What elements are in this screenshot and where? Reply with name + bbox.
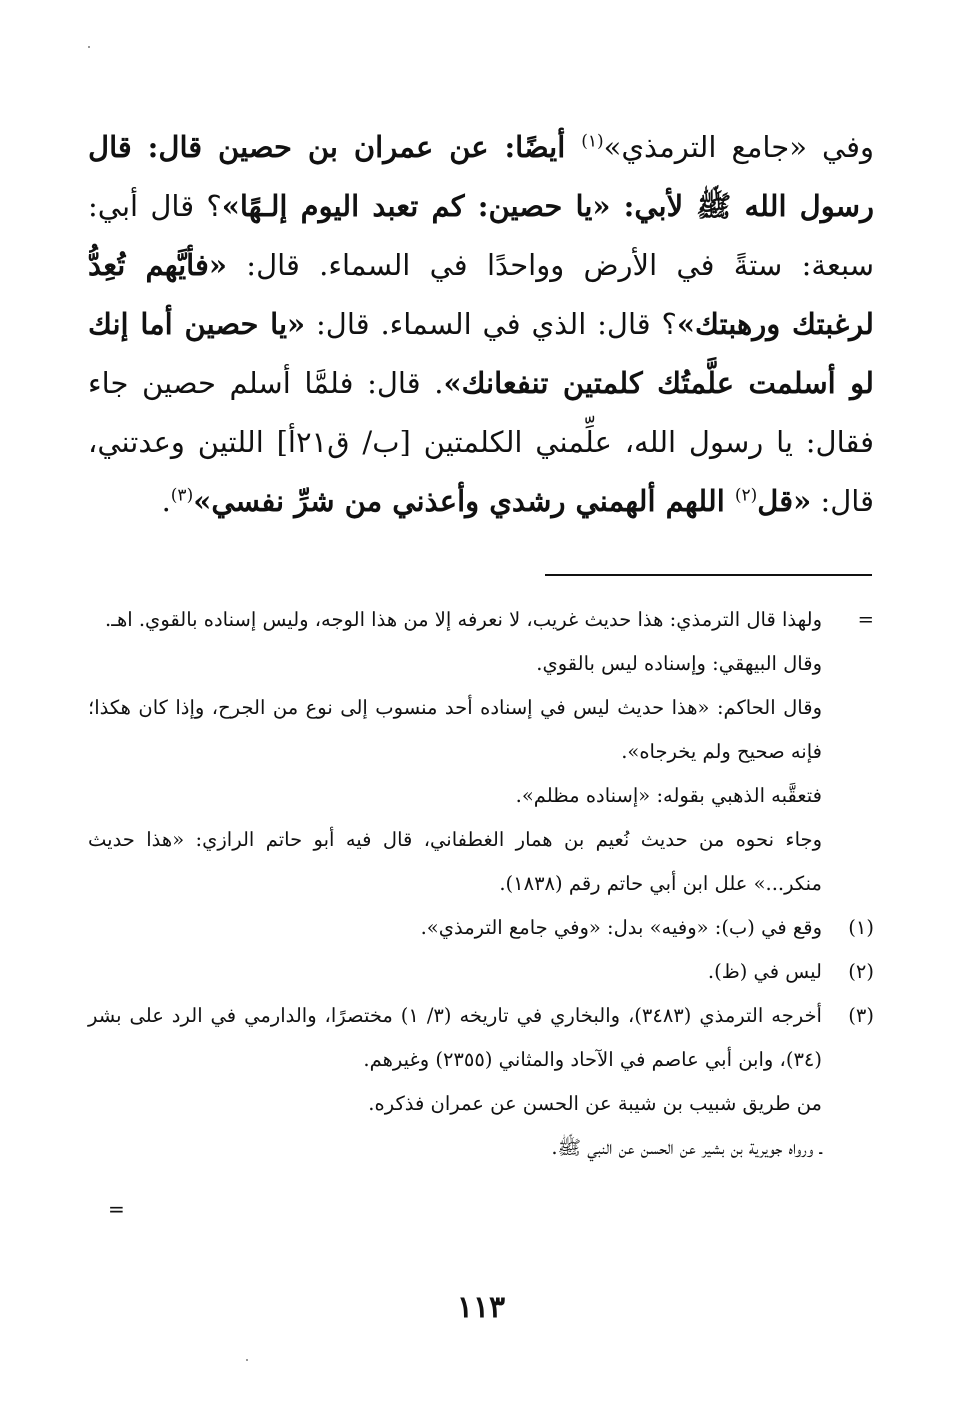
continuation-marker: = xyxy=(857,608,874,631)
footnote-marker: (٣) xyxy=(848,1004,874,1027)
text-run: أيضًا: عن عمران بن حصين قال: قال رسول الله ﷺ لأبي: xyxy=(88,130,874,223)
footnote-line-block xyxy=(88,686,874,774)
footnote-line: من طريق شبيب بن شيبة عن الحسن عن عمران فذكره. xyxy=(368,1092,822,1115)
footnote-line-block xyxy=(88,642,874,686)
hadith-quote: «قل xyxy=(757,484,812,518)
footnote-line: فتعقَّبه الذهبي بقوله: «إسناده مظلم». xyxy=(515,784,822,807)
scan-speck xyxy=(246,1359,248,1361)
footnote-marker: (٢) xyxy=(848,960,874,983)
scan-speck xyxy=(88,46,90,48)
text-run: . قال: فلمَّا أسلم حصين جاء فقال: يا رسول الله، علِّمني الكلمتين [ب/ ق٢١أ] اللتين وعدتني، قال: xyxy=(88,366,874,518)
footnote-3 xyxy=(88,994,874,1170)
footnote-line-block xyxy=(88,818,874,906)
footnote-ref-2[interactable]: (٢) xyxy=(734,485,758,506)
hadith-quote: اللهم ألهمني رشدي وأعذني من شرِّ نفسي» xyxy=(193,484,735,518)
text-run: . xyxy=(161,484,171,518)
footnote-line: ـ ورواه جويرية بن بشير عن الحسن عن النبي ﷺ. xyxy=(551,1136,822,1159)
footnote-line: وقال الحاكم: «هذا حديث ليس في إسناده أحد منسوب إلى نوع من الجرح، وإذا كان هكذا؛ فإنه صحيح ولم يخرجاه». xyxy=(88,696,822,763)
hadith-quote: «يا حصين: كم تعبد اليوم إلـهًا» xyxy=(221,189,611,223)
main-text xyxy=(88,118,874,531)
text-run: ؟ قال: الذي في السماء. قال: xyxy=(305,307,677,341)
page-number: ١١٣ xyxy=(456,1290,506,1325)
footnotes xyxy=(88,598,874,1170)
footnote-ref-3[interactable]: (٣) xyxy=(170,485,194,506)
hadith-quote: «يا حصين أما إنك لو أسلمت علَّمتُك كلمتين تنفعانك» xyxy=(88,307,874,400)
footnote-line: أخرجه الترمذي (٣٤٨٣)، والبخاري في تاريخه (٣/ ١) مختصرًا، والدارمي في الرد على بشر (٣٤)، وابن أبي عاصم في الآحاد والمثاني (٢٣٥٥) وغيرهم. xyxy=(88,1004,822,1071)
hadith-quote: «فأيَّهم تُعِدُّ لرغبتك ورهبتك» xyxy=(88,248,874,341)
footnote-1 xyxy=(88,906,874,950)
footnote-2 xyxy=(88,950,874,994)
footnote-line: ولهذا قال الترمذي: هذا حديث غريب، لا نعرفه إلا من هذا الوجه، وليس إسناده بالقوي. اهـ. xyxy=(105,608,822,631)
footnote-line-block xyxy=(88,774,874,818)
footnote-separator xyxy=(545,574,872,576)
footnote-line: وجاء نحوه من حديث نُعيم بن همار الغطفاني، قال فيه أبو حاتم الرازي: «هذا حديث منكر...» علل ابن أبي حاتم رقم (١٨٣٨). xyxy=(88,828,822,895)
text-run: ؟ قال أبي: سبعة: ستةً في الأرض وواحدًا في السماء. قال: xyxy=(88,189,874,282)
footnote-line: وقال البيهقي: وإسناده ليس بالقوي. xyxy=(536,652,822,675)
footnote-line: وقع في (ب): «وفيه» بدل: «وفي جامع الترمذي». xyxy=(420,916,822,939)
text-run: وفي «جامع الترمذي» xyxy=(603,130,874,164)
continuation-end-marker: = xyxy=(108,1197,125,1221)
footnote-line: ليس في (ظ). xyxy=(707,960,822,983)
footnote-marker: (١) xyxy=(848,916,874,939)
footnote-continuation xyxy=(88,598,874,642)
footnote-ref-1[interactable]: (١) xyxy=(581,131,604,152)
